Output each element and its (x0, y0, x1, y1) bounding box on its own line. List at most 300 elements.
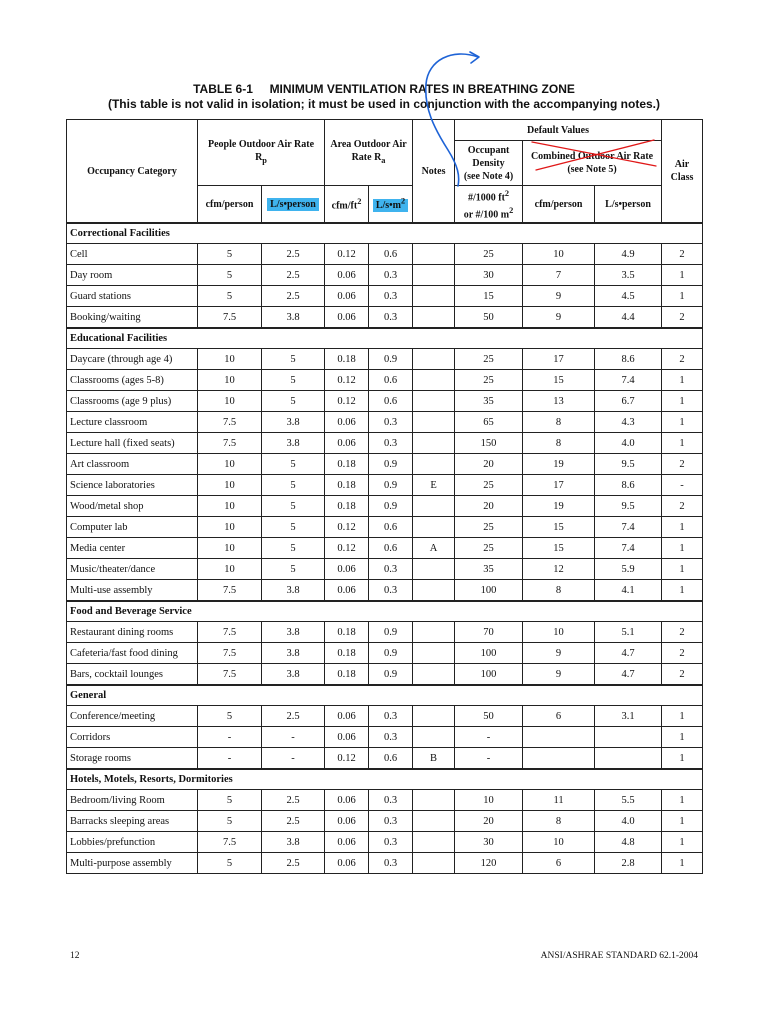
cell-area-cfm: 0.12 (325, 538, 369, 559)
table-row (67, 538, 703, 559)
cell-air-class: 2 (662, 307, 703, 329)
category-row (67, 769, 703, 790)
cell-combined-cfm: 8 (523, 433, 595, 454)
cell-occupancy: Computer lab (67, 517, 198, 538)
cell-people-ls: 2.5 (262, 790, 325, 811)
cell-area-cfm: 0.12 (325, 391, 369, 412)
cell-density: 50 (455, 307, 523, 329)
cell-combined-cfm: 11 (523, 790, 595, 811)
cell-density: 25 (455, 517, 523, 538)
cell-people-cfm: 10 (198, 538, 262, 559)
cell-area-ls: 0.6 (369, 391, 413, 412)
cell-area-cfm: 0.06 (325, 265, 369, 286)
cell-notes (413, 517, 455, 538)
table-title (0, 82, 768, 112)
cell-combined-ls: 7.4 (595, 538, 662, 559)
category-name: General (67, 685, 703, 706)
table-row (67, 433, 703, 454)
cell-people-ls: 5 (262, 517, 325, 538)
cell-density: 35 (455, 559, 523, 580)
cell-occupancy: Barracks sleeping areas (67, 811, 198, 832)
header-default-values: Default Values (455, 120, 662, 141)
cell-area-cfm: 0.18 (325, 622, 369, 643)
cell-density: 65 (455, 412, 523, 433)
cell-people-ls: 3.8 (262, 622, 325, 643)
cell-combined-ls: 7.4 (595, 517, 662, 538)
cell-people-ls: 3.8 (262, 664, 325, 686)
cell-occupancy: Multi-use assembly (67, 580, 198, 602)
cell-density: 25 (455, 538, 523, 559)
cell-people-cfm: 10 (198, 517, 262, 538)
cell-area-cfm: 0.18 (325, 496, 369, 517)
cell-notes (413, 790, 455, 811)
cell-combined-cfm (523, 727, 595, 748)
cell-area-cfm: 0.18 (325, 475, 369, 496)
cell-air-class: 1 (662, 832, 703, 853)
cell-occupancy: Conference/meeting (67, 706, 198, 727)
cell-notes (413, 454, 455, 475)
table-row (67, 622, 703, 643)
cell-area-cfm: 0.06 (325, 286, 369, 307)
cell-notes (413, 664, 455, 686)
cell-occupancy: Science laboratories (67, 475, 198, 496)
category-name: Correctional Facilities (67, 223, 703, 244)
cell-notes (413, 307, 455, 329)
cell-air-class: 1 (662, 370, 703, 391)
cell-area-cfm: 0.06 (325, 580, 369, 602)
cell-notes: A (413, 538, 455, 559)
table-row (67, 790, 703, 811)
cell-people-ls: 3.8 (262, 412, 325, 433)
table-row (67, 286, 703, 307)
cell-combined-ls: 4.8 (595, 832, 662, 853)
cell-area-ls: 0.6 (369, 538, 413, 559)
cell-density: 120 (455, 853, 523, 874)
cell-combined-ls: 4.9 (595, 244, 662, 265)
cell-notes (413, 643, 455, 664)
cell-combined-ls: 3.1 (595, 706, 662, 727)
cell-combined-cfm: 10 (523, 622, 595, 643)
cell-combined-cfm: 17 (523, 475, 595, 496)
table-row (67, 412, 703, 433)
cell-occupancy: Art classroom (67, 454, 198, 475)
cell-notes (413, 832, 455, 853)
cell-people-cfm: 5 (198, 706, 262, 727)
cell-area-cfm: 0.18 (325, 454, 369, 475)
cell-area-cfm: 0.06 (325, 727, 369, 748)
cell-occupancy: Daycare (through age 4) (67, 349, 198, 370)
cell-air-class: 2 (662, 643, 703, 664)
cell-people-cfm: 10 (198, 475, 262, 496)
cell-air-class: 1 (662, 559, 703, 580)
cell-notes (413, 559, 455, 580)
cell-combined-cfm: 12 (523, 559, 595, 580)
cell-people-cfm: 7.5 (198, 622, 262, 643)
cell-air-class: 1 (662, 433, 703, 454)
header-occupant-density: Occupant Density (see Note 4) (455, 141, 523, 186)
cell-area-cfm: 0.12 (325, 244, 369, 265)
cell-area-cfm: 0.06 (325, 853, 369, 874)
table-row (67, 391, 703, 412)
cell-density: 100 (455, 580, 523, 602)
cell-area-cfm: 0.06 (325, 433, 369, 454)
cell-area-cfm: 0.06 (325, 307, 369, 329)
cell-air-class: 1 (662, 265, 703, 286)
cell-combined-ls (595, 727, 662, 748)
cell-notes (413, 244, 455, 265)
cell-combined-ls: 5.5 (595, 790, 662, 811)
unit-cfm-person: cfm/person (198, 186, 262, 224)
table-title-line2: (This table is not valid in isolation; it must be used in conjunction with the accompanying notes.) (107, 97, 661, 111)
table-row (67, 664, 703, 686)
cell-area-ls: 0.3 (369, 433, 413, 454)
cell-combined-ls: 9.5 (595, 496, 662, 517)
cell-density: 20 (455, 811, 523, 832)
cell-people-ls: 3.8 (262, 433, 325, 454)
unit-cfm-ft2: cfm/$ft^2$ (325, 186, 369, 224)
cell-people-cfm: 7.5 (198, 832, 262, 853)
cell-people-cfm: - (198, 727, 262, 748)
cell-air-class: 1 (662, 517, 703, 538)
cell-occupancy: Wood/metal shop (67, 496, 198, 517)
cell-people-ls: 3.8 (262, 832, 325, 853)
cell-air-class: 2 (662, 496, 703, 517)
table-row (67, 748, 703, 770)
cell-combined-ls: 8.6 (595, 475, 662, 496)
cell-combined-ls: 4.0 (595, 433, 662, 454)
cell-occupancy: Cell (67, 244, 198, 265)
cell-combined-cfm: 10 (523, 832, 595, 853)
cell-combined-cfm: 9 (523, 643, 595, 664)
cell-area-ls: 0.3 (369, 412, 413, 433)
cell-people-cfm: 5 (198, 244, 262, 265)
cell-people-ls: 3.8 (262, 643, 325, 664)
category-name: Food and Beverage Service (67, 601, 703, 622)
cell-combined-ls: 7.4 (595, 370, 662, 391)
cell-combined-cfm: 13 (523, 391, 595, 412)
cell-occupancy: Guard stations (67, 286, 198, 307)
cell-air-class: 1 (662, 391, 703, 412)
cell-notes (413, 412, 455, 433)
cell-combined-cfm: 7 (523, 265, 595, 286)
cell-area-ls: 0.9 (369, 349, 413, 370)
table-row (67, 475, 703, 496)
cell-area-cfm: 0.06 (325, 790, 369, 811)
cell-people-cfm: 10 (198, 559, 262, 580)
cell-people-ls: 5 (262, 454, 325, 475)
cell-notes (413, 706, 455, 727)
cell-area-ls: 0.3 (369, 853, 413, 874)
cell-people-ls: 2.5 (262, 265, 325, 286)
cell-occupancy: Bars, cocktail lounges (67, 664, 198, 686)
cell-occupancy: Booking/waiting (67, 307, 198, 329)
cell-combined-cfm: 15 (523, 370, 595, 391)
cell-notes (413, 727, 455, 748)
cell-air-class: 1 (662, 706, 703, 727)
cell-people-cfm: 7.5 (198, 664, 262, 686)
cell-area-cfm: 0.06 (325, 559, 369, 580)
cell-area-ls: 0.9 (369, 454, 413, 475)
table-row (67, 811, 703, 832)
table-row (67, 559, 703, 580)
cell-density: 20 (455, 496, 523, 517)
table-row (67, 706, 703, 727)
cell-combined-ls: 3.5 (595, 265, 662, 286)
table-row (67, 370, 703, 391)
cell-air-class: 1 (662, 286, 703, 307)
blue-ink-arrowhead (470, 52, 479, 63)
header-combined-outdoor-air-rate: Combined Outdoor Air Rate (see Note 5) (523, 141, 662, 186)
cell-combined-ls: 6.7 (595, 391, 662, 412)
cell-air-class: 1 (662, 811, 703, 832)
cell-people-cfm: 10 (198, 349, 262, 370)
cell-combined-cfm: 15 (523, 517, 595, 538)
cell-area-ls: 0.9 (369, 622, 413, 643)
cell-people-cfm: 5 (198, 853, 262, 874)
category-row (67, 328, 703, 349)
table-row (67, 727, 703, 748)
category-row (67, 601, 703, 622)
cell-combined-cfm: 17 (523, 349, 595, 370)
cell-people-cfm: 5 (198, 286, 262, 307)
cell-density: 50 (455, 706, 523, 727)
cell-combined-cfm: 19 (523, 496, 595, 517)
cell-area-ls: 0.3 (369, 307, 413, 329)
cell-area-cfm: 0.06 (325, 412, 369, 433)
cell-people-cfm: 7.5 (198, 412, 262, 433)
cell-density: - (455, 748, 523, 770)
cell-area-ls: 0.3 (369, 286, 413, 307)
cell-people-cfm: 10 (198, 370, 262, 391)
cell-occupancy: Classrooms (age 9 plus) (67, 391, 198, 412)
cell-combined-ls: 8.6 (595, 349, 662, 370)
header-air-class: Air Class (662, 120, 703, 224)
cell-density: 25 (455, 349, 523, 370)
cell-people-ls: 5 (262, 538, 325, 559)
cell-people-ls: 5 (262, 475, 325, 496)
cell-notes (413, 286, 455, 307)
cell-air-class: 1 (662, 790, 703, 811)
cell-area-cfm: 0.06 (325, 811, 369, 832)
cell-people-ls: - (262, 748, 325, 770)
cell-area-ls: 0.9 (369, 643, 413, 664)
cell-people-ls: 5 (262, 349, 325, 370)
cell-air-class: 2 (662, 349, 703, 370)
cell-combined-ls: 4.0 (595, 811, 662, 832)
cell-occupancy: Corridors (67, 727, 198, 748)
cell-notes (413, 265, 455, 286)
cell-area-ls: 0.3 (369, 727, 413, 748)
cell-occupancy: Multi-purpose assembly (67, 853, 198, 874)
cell-notes (413, 580, 455, 602)
cell-density: 30 (455, 265, 523, 286)
table-row (67, 454, 703, 475)
cell-notes (413, 391, 455, 412)
unit-occupant-density: #/1000 $ft^2$ or #/100 $m^2$ (455, 186, 523, 224)
cell-occupancy: Storage rooms (67, 748, 198, 770)
cell-combined-cfm: 6 (523, 706, 595, 727)
table-row (67, 832, 703, 853)
cell-combined-ls: 9.5 (595, 454, 662, 475)
cell-area-cfm: 0.12 (325, 370, 369, 391)
cell-density: 35 (455, 391, 523, 412)
cell-density: 150 (455, 433, 523, 454)
cell-area-ls: 0.6 (369, 244, 413, 265)
unit-combined-ls-person: L/s•person (595, 186, 662, 224)
cell-people-cfm: 10 (198, 454, 262, 475)
cell-notes (413, 349, 455, 370)
cell-air-class: 2 (662, 622, 703, 643)
cell-combined-cfm (523, 748, 595, 770)
cell-area-ls: 0.9 (369, 475, 413, 496)
cell-occupancy: Restaurant dining rooms (67, 622, 198, 643)
cell-density: 25 (455, 244, 523, 265)
cell-air-class: 2 (662, 454, 703, 475)
cell-notes: B (413, 748, 455, 770)
cell-area-ls: 0.6 (369, 517, 413, 538)
table-row (67, 244, 703, 265)
cell-people-ls: 2.5 (262, 853, 325, 874)
cell-combined-cfm: 19 (523, 454, 595, 475)
cell-combined-ls (595, 748, 662, 770)
cell-density: 25 (455, 475, 523, 496)
cell-people-ls: 3.8 (262, 307, 325, 329)
cell-area-cfm: 0.18 (325, 349, 369, 370)
cell-people-cfm: 5 (198, 811, 262, 832)
category-name: Hotels, Motels, Resorts, Dormitories (67, 769, 703, 790)
table-title-line1: TABLE 6-1 MINIMUM VENTILATION RATES IN BREATHING ZONE (193, 82, 575, 96)
cell-area-ls: 0.9 (369, 664, 413, 686)
cell-people-ls: 5 (262, 370, 325, 391)
cell-occupancy: Day room (67, 265, 198, 286)
cell-people-cfm: 7.5 (198, 433, 262, 454)
cell-density: 100 (455, 664, 523, 686)
cell-air-class: 1 (662, 727, 703, 748)
unit-ls-m2 (369, 186, 413, 224)
cell-notes (413, 370, 455, 391)
cell-combined-ls: 5.9 (595, 559, 662, 580)
cell-area-ls: 0.6 (369, 748, 413, 770)
cell-occupancy: Media center (67, 538, 198, 559)
unit-ls-person-highlight: L/s•person (267, 198, 319, 211)
table-row (67, 580, 703, 602)
cell-area-cfm: 0.18 (325, 664, 369, 686)
cell-people-cfm: 7.5 (198, 643, 262, 664)
cell-notes: E (413, 475, 455, 496)
cell-area-cfm: 0.18 (325, 643, 369, 664)
cell-density: 70 (455, 622, 523, 643)
table-body (67, 223, 703, 874)
cell-combined-cfm: 10 (523, 244, 595, 265)
cell-density: 25 (455, 370, 523, 391)
cell-people-ls: 5 (262, 391, 325, 412)
unit-ls-person (262, 186, 325, 224)
cell-people-cfm: 7.5 (198, 580, 262, 602)
ventilation-table (66, 119, 703, 874)
table-row (67, 853, 703, 874)
cell-area-ls: 0.3 (369, 832, 413, 853)
header-area-outdoor-air-rate: Area Outdoor Air Rate $R_a$ (325, 120, 413, 186)
cell-people-cfm: 10 (198, 391, 262, 412)
cell-combined-cfm: 9 (523, 286, 595, 307)
cell-density: 10 (455, 790, 523, 811)
page-number: 12 (70, 951, 80, 961)
cell-area-cfm: 0.12 (325, 748, 369, 770)
cell-density: 15 (455, 286, 523, 307)
cell-area-ls: 0.3 (369, 811, 413, 832)
header-notes: Notes (413, 120, 455, 224)
cell-combined-cfm: 8 (523, 811, 595, 832)
cell-combined-cfm: 9 (523, 307, 595, 329)
cell-density: - (455, 727, 523, 748)
cell-combined-ls: 2.8 (595, 853, 662, 874)
table-row (67, 265, 703, 286)
cell-combined-cfm: 8 (523, 412, 595, 433)
cell-people-ls: 2.5 (262, 286, 325, 307)
cell-people-cfm: 10 (198, 496, 262, 517)
cell-density: 100 (455, 643, 523, 664)
cell-combined-cfm: 15 (523, 538, 595, 559)
cell-people-ls: 3.8 (262, 580, 325, 602)
cell-air-class: - (662, 475, 703, 496)
cell-combined-cfm: 9 (523, 664, 595, 686)
table-row (67, 496, 703, 517)
cell-area-cfm: 0.06 (325, 832, 369, 853)
cell-combined-ls: 4.4 (595, 307, 662, 329)
cell-density: 20 (455, 454, 523, 475)
cell-combined-ls: 4.3 (595, 412, 662, 433)
cell-combined-cfm: 6 (523, 853, 595, 874)
cell-air-class: 1 (662, 853, 703, 874)
cell-people-ls: 5 (262, 559, 325, 580)
table-row (67, 517, 703, 538)
cell-air-class: 1 (662, 412, 703, 433)
cell-area-ls: 0.3 (369, 265, 413, 286)
cell-air-class: 1 (662, 538, 703, 559)
cell-occupancy: Cafeteria/fast food dining (67, 643, 198, 664)
cell-people-cfm: 5 (198, 790, 262, 811)
cell-people-ls: 2.5 (262, 811, 325, 832)
cell-combined-ls: 5.1 (595, 622, 662, 643)
cell-people-cfm: 7.5 (198, 307, 262, 329)
header-occupancy-category: Occupancy Category (67, 120, 198, 224)
cell-occupancy: Music/theater/dance (67, 559, 198, 580)
cell-air-class: 1 (662, 580, 703, 602)
cell-air-class: 2 (662, 664, 703, 686)
table-row (67, 349, 703, 370)
cell-occupancy: Lecture hall (fixed seats) (67, 433, 198, 454)
cell-combined-cfm: 8 (523, 580, 595, 602)
cell-area-cfm: 0.12 (325, 517, 369, 538)
cell-area-ls: 0.3 (369, 790, 413, 811)
cell-area-cfm: 0.06 (325, 706, 369, 727)
cell-area-ls: 0.9 (369, 496, 413, 517)
cell-people-ls: 5 (262, 496, 325, 517)
cell-combined-ls: 4.7 (595, 664, 662, 686)
cell-notes (413, 433, 455, 454)
table-row (67, 643, 703, 664)
table-row (67, 307, 703, 329)
cell-occupancy: Lecture classroom (67, 412, 198, 433)
cell-people-cfm: - (198, 748, 262, 770)
cell-people-ls: 2.5 (262, 244, 325, 265)
category-row (67, 685, 703, 706)
cell-density: 30 (455, 832, 523, 853)
cell-area-ls: 0.3 (369, 706, 413, 727)
cell-occupancy: Lobbies/prefunction (67, 832, 198, 853)
header-people-outdoor-air-rate: People Outdoor Air Rate $R_p$ (198, 120, 325, 186)
unit-ls-m2-highlight: $L/s•m^2$ (373, 199, 408, 212)
